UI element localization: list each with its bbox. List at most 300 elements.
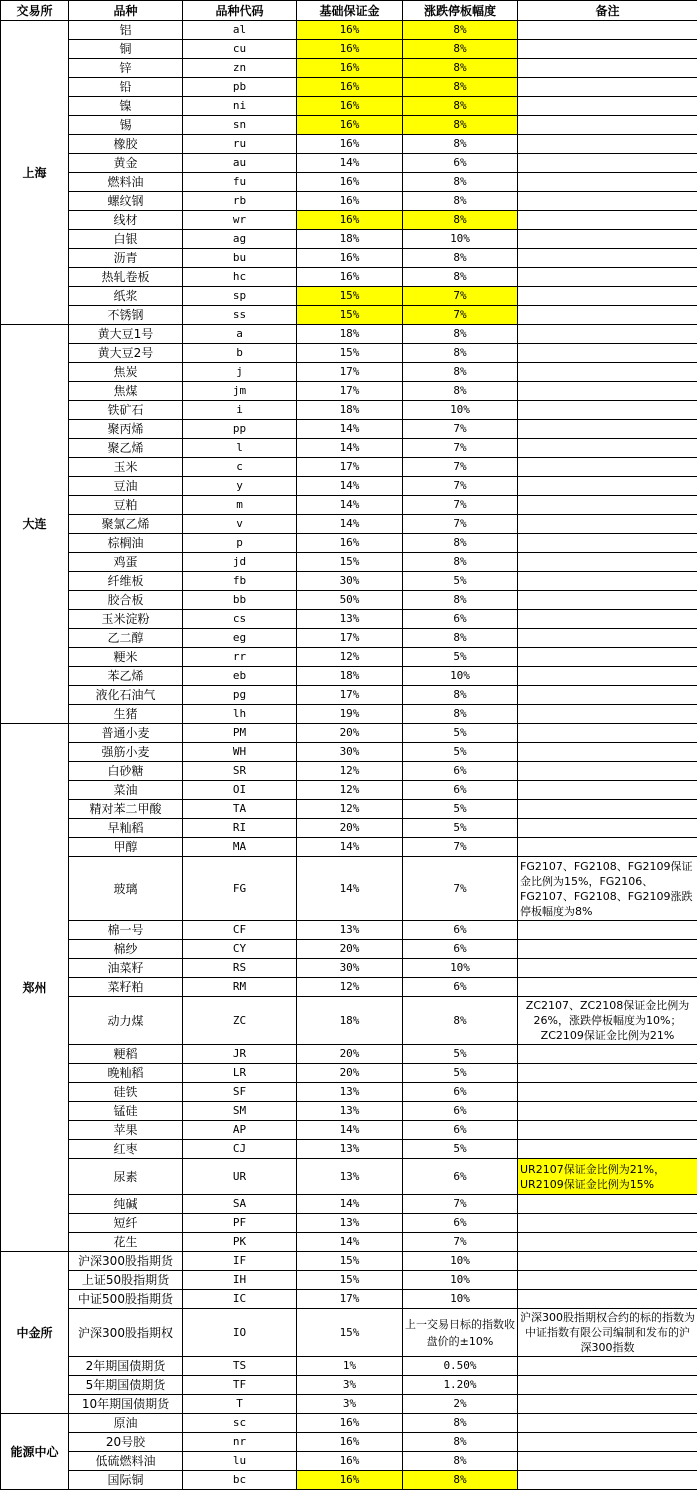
limit-cell: 7% <box>403 420 518 439</box>
header-row <box>1 1 697 21</box>
margin-cell: 16% <box>297 78 403 97</box>
note-cell <box>518 1414 697 1433</box>
product-name-cell: 玉米 <box>69 458 183 477</box>
table-row <box>1 838 697 857</box>
note-cell <box>518 477 697 496</box>
product-code-cell: SF <box>183 1083 297 1102</box>
limit-cell: 10% <box>403 1290 518 1309</box>
table-row <box>1 401 697 420</box>
table-row <box>1 762 697 781</box>
product-code-cell: lh <box>183 705 297 724</box>
table-row <box>1 534 697 553</box>
table-row <box>1 1357 697 1376</box>
limit-cell: 8% <box>403 629 518 648</box>
product-code-cell: bb <box>183 591 297 610</box>
limit-cell: 7% <box>403 306 518 325</box>
product-name-cell: 镍 <box>69 97 183 116</box>
product-name-cell: 国际铜 <box>69 1471 183 1490</box>
limit-cell: 7% <box>403 1195 518 1214</box>
product-code-cell: y <box>183 477 297 496</box>
product-code-cell: l <box>183 439 297 458</box>
margin-cell: 15% <box>297 306 403 325</box>
product-code-cell: fu <box>183 173 297 192</box>
product-code-cell: v <box>183 515 297 534</box>
margin-cell: 18% <box>297 401 403 420</box>
margin-cell: 16% <box>297 211 403 230</box>
margin-cell: 20% <box>297 1045 403 1064</box>
table-row <box>1 978 697 997</box>
product-code-cell: PM <box>183 724 297 743</box>
limit-cell: 7% <box>403 287 518 306</box>
product-code-cell: ag <box>183 230 297 249</box>
product-name-cell: 早籼稻 <box>69 819 183 838</box>
product-name-cell: 沪深300股指期货 <box>69 1252 183 1271</box>
margin-cell: 50% <box>297 591 403 610</box>
note-cell <box>518 154 697 173</box>
product-name-cell: 聚乙烯 <box>69 439 183 458</box>
margin-cell: 15% <box>297 1309 403 1357</box>
limit-cell: 7% <box>403 458 518 477</box>
product-code-cell: i <box>183 401 297 420</box>
note-cell <box>518 1102 697 1121</box>
product-name-cell: 沪深300股指期权 <box>69 1309 183 1357</box>
table-row <box>1 819 697 838</box>
table-row <box>1 420 697 439</box>
limit-cell: 8% <box>403 382 518 401</box>
table-row <box>1 781 697 800</box>
product-name-cell: 粳米 <box>69 648 183 667</box>
product-code-cell: rr <box>183 648 297 667</box>
product-name-cell: 2年期国债期货 <box>69 1357 183 1376</box>
table-row <box>1 1159 697 1195</box>
product-name-cell: 菜油 <box>69 781 183 800</box>
limit-cell: 6% <box>403 921 518 940</box>
product-code-cell: RS <box>183 959 297 978</box>
product-name-cell: 棉纱 <box>69 940 183 959</box>
product-code-cell: cu <box>183 40 297 59</box>
limit-cell: 10% <box>403 401 518 420</box>
limit-cell: 8% <box>403 249 518 268</box>
margin-cell: 12% <box>297 762 403 781</box>
table-row <box>1 1452 697 1471</box>
table-row <box>1 610 697 629</box>
note-cell <box>518 724 697 743</box>
product-code-cell: WH <box>183 743 297 762</box>
margin-cell: 3% <box>297 1395 403 1414</box>
table-row <box>1 1233 697 1252</box>
product-code-cell: jm <box>183 382 297 401</box>
table-row <box>1 97 697 116</box>
limit-cell: 6% <box>403 978 518 997</box>
margin-cell: 12% <box>297 800 403 819</box>
limit-cell: 5% <box>403 1064 518 1083</box>
product-code-cell: ru <box>183 135 297 154</box>
margin-cell: 12% <box>297 781 403 800</box>
product-code-cell: ss <box>183 306 297 325</box>
table-row <box>1 344 697 363</box>
header-exchange: 交易所 <box>1 1 69 21</box>
note-cell <box>518 648 697 667</box>
note-cell <box>518 116 697 135</box>
limit-cell: 7% <box>403 477 518 496</box>
product-code-cell: bc <box>183 1471 297 1490</box>
product-name-cell: 甲醇 <box>69 838 183 857</box>
limit-cell: 8% <box>403 705 518 724</box>
limit-cell: 8% <box>403 1414 518 1433</box>
table-row <box>1 230 697 249</box>
product-name-cell: 苹果 <box>69 1121 183 1140</box>
margin-cell: 14% <box>297 857 403 921</box>
note-cell <box>518 78 697 97</box>
note-cell <box>518 686 697 705</box>
limit-cell: 10% <box>403 667 518 686</box>
margin-cell: 17% <box>297 686 403 705</box>
limit-cell: 8% <box>403 78 518 97</box>
product-name-cell: 线材 <box>69 211 183 230</box>
exchange-cell: 郑州 <box>1 724 69 1252</box>
product-code-cell: sc <box>183 1414 297 1433</box>
product-name-cell: 苯乙烯 <box>69 667 183 686</box>
margin-cell: 16% <box>297 173 403 192</box>
margin-cell: 14% <box>297 154 403 173</box>
limit-cell: 10% <box>403 1271 518 1290</box>
limit-cell: 8% <box>403 344 518 363</box>
note-cell <box>518 1195 697 1214</box>
limit-cell: 8% <box>403 59 518 78</box>
note-cell <box>518 1357 697 1376</box>
margin-cell: 13% <box>297 1214 403 1233</box>
margin-cell: 30% <box>297 959 403 978</box>
note-cell <box>518 515 697 534</box>
limit-cell: 6% <box>403 1159 518 1195</box>
margin-cell: 17% <box>297 458 403 477</box>
table-row <box>1 959 697 978</box>
limit-cell: 8% <box>403 363 518 382</box>
limit-cell: 7% <box>403 1233 518 1252</box>
table-row <box>1 458 697 477</box>
note-cell <box>518 59 697 78</box>
table-row <box>1 325 697 344</box>
table-row <box>1 363 697 382</box>
product-name-cell: 尿素 <box>69 1159 183 1195</box>
note-cell <box>518 192 697 211</box>
limit-cell: 5% <box>403 1045 518 1064</box>
product-name-cell: 花生 <box>69 1233 183 1252</box>
product-name-cell: 燃料油 <box>69 173 183 192</box>
margin-cell: 15% <box>297 1252 403 1271</box>
product-name-cell: 热轧卷板 <box>69 268 183 287</box>
limit-cell: 6% <box>403 1102 518 1121</box>
product-name-cell: 棕榈油 <box>69 534 183 553</box>
note-cell <box>518 420 697 439</box>
note-cell <box>518 667 697 686</box>
product-name-cell: 中证500股指期货 <box>69 1290 183 1309</box>
margin-cell: 16% <box>297 534 403 553</box>
note-cell <box>518 591 697 610</box>
note-cell <box>518 1433 697 1452</box>
table-row <box>1 78 697 97</box>
product-code-cell: TF <box>183 1376 297 1395</box>
product-name-cell: 棉一号 <box>69 921 183 940</box>
table-row <box>1 173 697 192</box>
margin-cell: 18% <box>297 230 403 249</box>
margin-cell: 13% <box>297 921 403 940</box>
margin-cell: 13% <box>297 610 403 629</box>
note-cell <box>518 921 697 940</box>
table-row <box>1 306 697 325</box>
margin-cell: 18% <box>297 667 403 686</box>
note-cell <box>518 940 697 959</box>
product-name-cell: 红枣 <box>69 1140 183 1159</box>
product-code-cell: IC <box>183 1290 297 1309</box>
margin-cell: 16% <box>297 59 403 78</box>
product-code-cell: TS <box>183 1357 297 1376</box>
limit-cell: 6% <box>403 610 518 629</box>
note-cell <box>518 553 697 572</box>
margin-cell: 14% <box>297 838 403 857</box>
product-code-cell: SM <box>183 1102 297 1121</box>
limit-cell: 8% <box>403 268 518 287</box>
table-row <box>1 1433 697 1452</box>
margin-cell: 15% <box>297 344 403 363</box>
margin-cell: 20% <box>297 940 403 959</box>
note-cell <box>518 781 697 800</box>
margin-cell: 14% <box>297 439 403 458</box>
table-row <box>1 477 697 496</box>
table-row <box>1 1376 697 1395</box>
product-code-cell: zn <box>183 59 297 78</box>
product-code-cell: lu <box>183 1452 297 1471</box>
table-row <box>1 1045 697 1064</box>
product-name-cell: 白砂糖 <box>69 762 183 781</box>
limit-cell: 1.20% <box>403 1376 518 1395</box>
product-name-cell: 聚氯乙烯 <box>69 515 183 534</box>
product-name-cell: 焦煤 <box>69 382 183 401</box>
margin-cell: 30% <box>297 743 403 762</box>
note-cell <box>518 325 697 344</box>
product-name-cell: 豆油 <box>69 477 183 496</box>
note-cell <box>518 1045 697 1064</box>
margin-cell: 1% <box>297 1357 403 1376</box>
limit-cell: 7% <box>403 439 518 458</box>
table-row <box>1 1252 697 1271</box>
table-row <box>1 1064 697 1083</box>
note-cell <box>518 135 697 154</box>
margin-cell: 17% <box>297 382 403 401</box>
margin-cell: 20% <box>297 724 403 743</box>
note-cell <box>518 401 697 420</box>
product-code-cell: IO <box>183 1309 297 1357</box>
limit-cell: 5% <box>403 572 518 591</box>
product-code-cell: p <box>183 534 297 553</box>
product-code-cell: wr <box>183 211 297 230</box>
limit-cell: 8% <box>403 97 518 116</box>
product-name-cell: 生猪 <box>69 705 183 724</box>
limit-cell: 8% <box>403 21 518 40</box>
table-row <box>1 268 697 287</box>
product-name-cell: 油菜籽 <box>69 959 183 978</box>
product-code-cell: bu <box>183 249 297 268</box>
note-cell <box>518 268 697 287</box>
limit-cell: 8% <box>403 534 518 553</box>
margin-cell: 3% <box>297 1376 403 1395</box>
limit-cell: 5% <box>403 819 518 838</box>
limit-cell: 6% <box>403 781 518 800</box>
product-code-cell: al <box>183 21 297 40</box>
note-cell <box>518 458 697 477</box>
note-cell <box>518 1083 697 1102</box>
limit-cell: 8% <box>403 686 518 705</box>
product-name-cell: 20号胶 <box>69 1433 183 1452</box>
product-code-cell: rb <box>183 192 297 211</box>
margin-cell: 16% <box>297 40 403 59</box>
table-row <box>1 1083 697 1102</box>
table-row <box>1 1140 697 1159</box>
limit-cell: 5% <box>403 1140 518 1159</box>
product-name-cell: 粳稻 <box>69 1045 183 1064</box>
margin-cell: 16% <box>297 1414 403 1433</box>
product-code-cell: fb <box>183 572 297 591</box>
note-cell <box>518 838 697 857</box>
table-row <box>1 1102 697 1121</box>
margin-cell: 17% <box>297 629 403 648</box>
product-code-cell: IH <box>183 1271 297 1290</box>
product-name-cell: 低硫燃料油 <box>69 1452 183 1471</box>
limit-cell: 8% <box>403 40 518 59</box>
margin-cell: 30% <box>297 572 403 591</box>
limit-cell: 6% <box>403 1083 518 1102</box>
table-row <box>1 1309 697 1357</box>
note-cell <box>518 173 697 192</box>
note-cell <box>518 819 697 838</box>
product-code-cell: eb <box>183 667 297 686</box>
note-cell <box>518 439 697 458</box>
product-name-cell: 焦炭 <box>69 363 183 382</box>
note-cell <box>518 743 697 762</box>
product-name-cell: 纸浆 <box>69 287 183 306</box>
margin-cell: 16% <box>297 1452 403 1471</box>
table-row <box>1 997 697 1045</box>
limit-cell: 6% <box>403 762 518 781</box>
product-code-cell: eg <box>183 629 297 648</box>
table-row <box>1 743 697 762</box>
product-code-cell: RI <box>183 819 297 838</box>
margin-cell: 14% <box>297 515 403 534</box>
table-row <box>1 1290 697 1309</box>
note-cell <box>518 1064 697 1083</box>
product-name-cell: 锌 <box>69 59 183 78</box>
product-code-cell: CY <box>183 940 297 959</box>
product-name-cell: 5年期国债期货 <box>69 1376 183 1395</box>
table-row <box>1 857 697 921</box>
margin-cell: 17% <box>297 363 403 382</box>
table-row <box>1 705 697 724</box>
product-name-cell: 鸡蛋 <box>69 553 183 572</box>
product-name-cell: 乙二醇 <box>69 629 183 648</box>
table-row <box>1 287 697 306</box>
product-name-cell: 玉米淀粉 <box>69 610 183 629</box>
exchange-cell: 大连 <box>1 325 69 724</box>
limit-cell: 8% <box>403 553 518 572</box>
header-margin: 基础保证金 <box>297 1 403 21</box>
header-limit: 涨跌停板幅度 <box>403 1 518 21</box>
margin-cell: 16% <box>297 21 403 40</box>
product-name-cell: 胶合板 <box>69 591 183 610</box>
note-cell <box>518 1214 697 1233</box>
product-code-cell: j <box>183 363 297 382</box>
margin-cell: 15% <box>297 1271 403 1290</box>
table-row <box>1 439 697 458</box>
margin-cell: 13% <box>297 1083 403 1102</box>
product-code-cell: AP <box>183 1121 297 1140</box>
note-cell <box>518 249 697 268</box>
margin-cell: 18% <box>297 325 403 344</box>
limit-cell: 8% <box>403 211 518 230</box>
table-row <box>1 59 697 78</box>
product-code-cell: nr <box>183 1433 297 1452</box>
product-name-cell: 豆粕 <box>69 496 183 515</box>
table-row <box>1 686 697 705</box>
product-name-cell: 铅 <box>69 78 183 97</box>
product-code-cell: FG <box>183 857 297 921</box>
product-name-cell: 橡胶 <box>69 135 183 154</box>
note-cell <box>518 230 697 249</box>
table-row <box>1 572 697 591</box>
table-row <box>1 249 697 268</box>
table-row <box>1 116 697 135</box>
table-row <box>1 667 697 686</box>
margin-cell: 12% <box>297 978 403 997</box>
margin-cell: 15% <box>297 287 403 306</box>
limit-cell: 5% <box>403 724 518 743</box>
margin-cell: 13% <box>297 1102 403 1121</box>
note-cell <box>518 610 697 629</box>
margin-cell: 14% <box>297 420 403 439</box>
note-cell <box>518 705 697 724</box>
product-code-cell: T <box>183 1395 297 1414</box>
product-name-cell: 纤维板 <box>69 572 183 591</box>
product-code-cell: sn <box>183 116 297 135</box>
limit-cell: 10% <box>403 230 518 249</box>
limit-cell: 8% <box>403 1433 518 1452</box>
note-cell <box>518 363 697 382</box>
product-name-cell: 黄大豆2号 <box>69 344 183 363</box>
table-row <box>1 496 697 515</box>
product-code-cell: SA <box>183 1195 297 1214</box>
margin-cell: 14% <box>297 496 403 515</box>
note-cell <box>518 211 697 230</box>
table-row <box>1 648 697 667</box>
limit-cell: 上一交易日标的指数收盘价的±10% <box>403 1309 518 1357</box>
margin-cell: 16% <box>297 116 403 135</box>
note-cell <box>518 629 697 648</box>
note-cell <box>518 287 697 306</box>
limit-cell: 10% <box>403 959 518 978</box>
margin-cell: 16% <box>297 192 403 211</box>
note-cell <box>518 40 697 59</box>
product-name-cell: 聚丙烯 <box>69 420 183 439</box>
limit-cell: 8% <box>403 192 518 211</box>
limit-cell: 6% <box>403 940 518 959</box>
product-name-cell: 铁矿石 <box>69 401 183 420</box>
margin-cell: 17% <box>297 1290 403 1309</box>
product-name-cell: 锡 <box>69 116 183 135</box>
limit-cell: 7% <box>403 838 518 857</box>
product-code-cell: pp <box>183 420 297 439</box>
table-row <box>1 1471 697 1490</box>
product-code-cell: pg <box>183 686 297 705</box>
note-cell: 沪深300股指期权合约的标的指数为中证指数有限公司编制和发布的沪深300指数 <box>518 1309 697 1357</box>
